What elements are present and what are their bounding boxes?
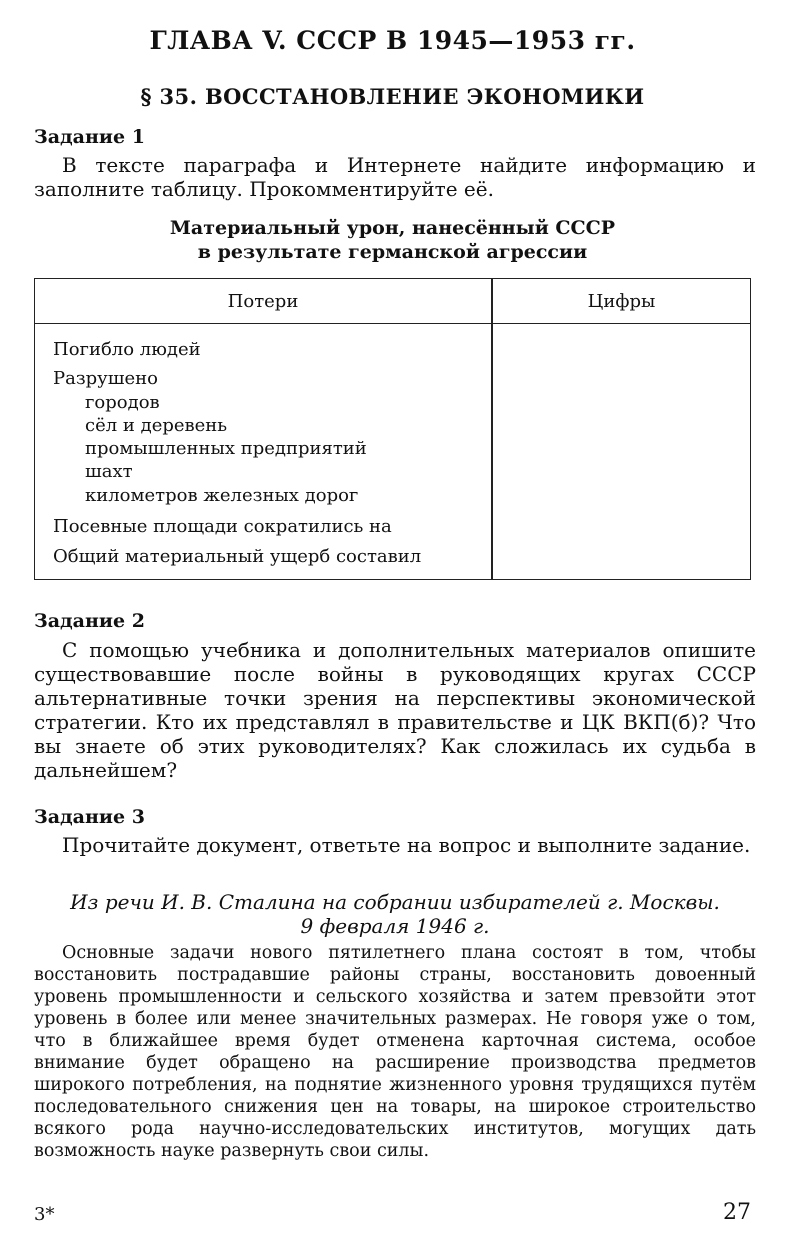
table-row: Общий материальный ущерб составил [53, 546, 422, 567]
table-row: промышленных предприятий [85, 438, 367, 459]
document-source-line-1: Из речи И. В. Сталина на собрании избирателей г. Москвы. [70, 890, 720, 914]
task-3-text: Прочитайте документ, ответьте на вопрос и выполните задание. [62, 833, 751, 857]
chapter-title: ГЛАВА V. СССР В 1945—1953 гг. [149, 26, 636, 55]
section-title: § 35. ВОССТАНОВЛЕНИЕ ЭКОНОМИКИ [140, 84, 645, 109]
table-title [0, 216, 785, 264]
signature-mark: 3* [34, 1204, 55, 1225]
task-1-text: В тексте параграфа и Интернете найдите информацию и заполните таблицу. Прокомментируйте её. [34, 153, 756, 201]
table-title-line-1: Материальный урон, нанесённый СССР [169, 217, 616, 239]
document-source-line-2: 9 февраля 1946 г. [300, 914, 490, 938]
page-number: 27 [723, 1200, 751, 1225]
table-header [35, 279, 750, 324]
table-row: Разрушено [53, 368, 158, 389]
table-row: сёл и деревень [85, 415, 228, 436]
document-text: Основные задачи нового пятилетнего плана состоят в том, чтобы восстановить пострадавшие районы страны, восстановить довоенный уровень промышленности и сельского хозяйства и затем превзойти этот уровень в более или менее значительных размерах. Не говоря уже о том, что в ближайшее время будет отменена карточная система, особое внимание будет обращено на расширение производства предметов широкого потребления, на поднятие жизненного уровня трудящихся путём последовательного снижения цен на товары, на широкое строительство всякого рода научно-исследовательских институтов, могущих дать возможность науке развернуть свои силы. [34, 943, 756, 1161]
column-header-figures: Цифры [587, 291, 656, 312]
table-row: Погибло людей [53, 339, 201, 360]
column-header-losses: Потери [227, 291, 299, 312]
losses-table [34, 278, 751, 580]
task-2-text: С помощью учебника и дополнительных материалов опишите существовавшие после войны в руководящих кругах СССР альтернативные точки зрения на перспективы экономической стратегии. Кто их представлял в правительстве и ЦК ВКП(б)? Что вы знаете об этих руководителях? Как сложилась их судьба в дальнейшем? [34, 638, 756, 782]
table-row: городов [85, 392, 160, 413]
table-column-divider [491, 279, 493, 579]
table-row: километров железных дорог [85, 485, 359, 506]
task-1-label: Задание 1 [34, 126, 145, 148]
document-source [34, 890, 756, 938]
task-2-label: Задание 2 [34, 610, 145, 632]
task-3-label: Задание 3 [34, 806, 145, 828]
table-row: шахт [85, 461, 133, 482]
table-row: Посевные площади сократились на [53, 516, 392, 537]
table-title-line-2: в результате германской агрессии [197, 241, 588, 263]
